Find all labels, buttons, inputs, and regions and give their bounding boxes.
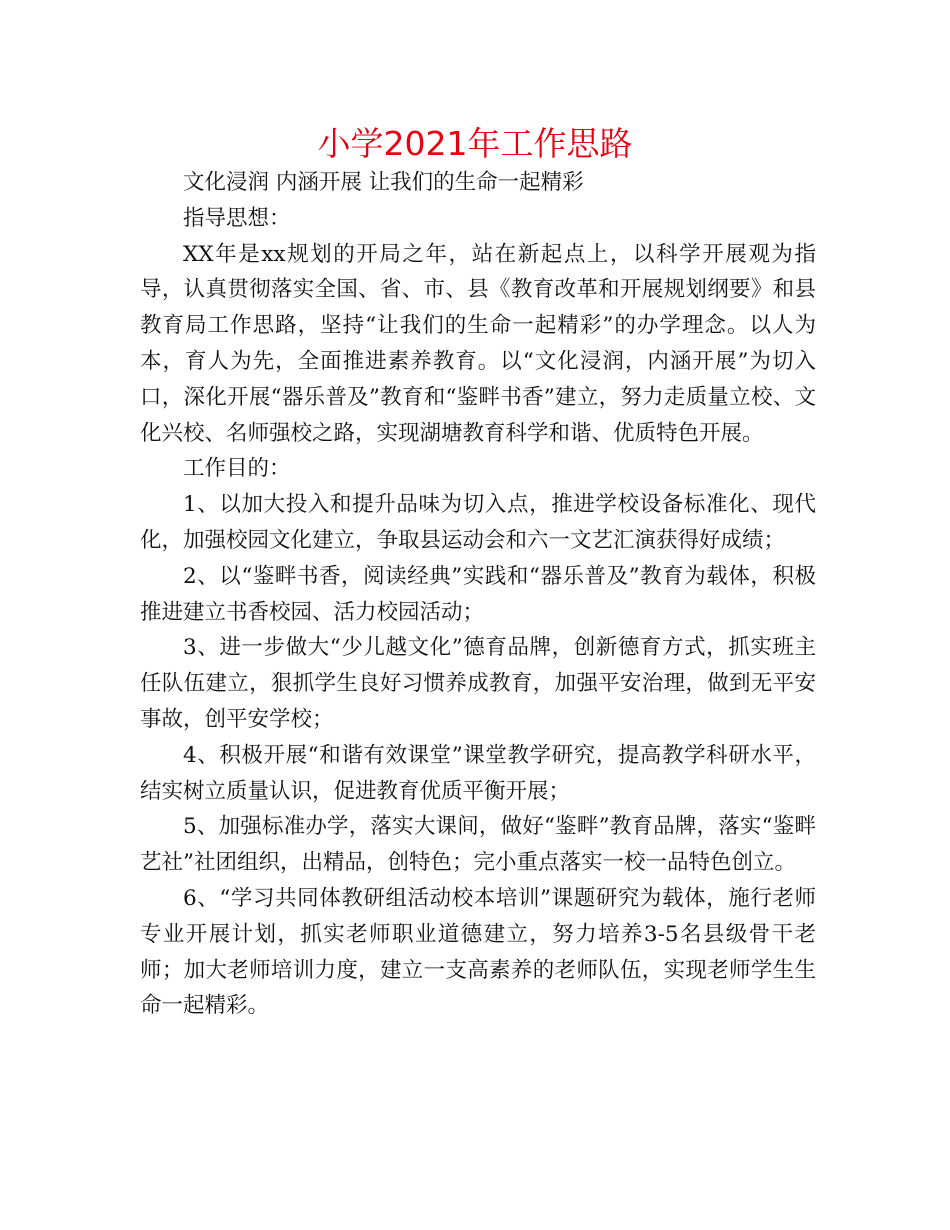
goal-item: 6、“学习共同体教研组活动校本培训”课题研究为载体，施行老师专业开展计划，抓实老师职业道德建立，努力培养3-5名县级骨干老师；加大老师培训力度，建立一支高素养的老师队伍，实现老师学生生命一起精彩。 <box>140 885 816 1019</box>
guiding-paragraph: XX年是xx规划的开局之年，站在新起点上，以科学开展观为指导，认真贯彻落实全国、省、市、县《教育改革和开展规划纲要》和县教育局工作思路，坚持“让我们的生命一起精彩”的办学理念。以人为本，育人为先，全面推进素养教育。以“文化浸润，内涵开展”为切入口，深化开展“器乐普及”教育和“鉴畔书香”建立，努力走质量立校、文化兴校、名师强校之路，实现湖塘教育科学和谐、优质特色开展。 <box>140 241 816 446</box>
goals-heading: 工作目的： <box>183 456 291 482</box>
guiding-heading: 指导思想： <box>183 205 291 231</box>
goal-item: 1、以加大投入和提升品味为切入点，推进学校设备标准化、现代化，加强校园文化建立，争取县运动会和六一文艺汇演获得好成绩； <box>140 492 816 553</box>
goal-item: 3、进一步做大“少儿越文化”德育品牌，创新德育方式，抓实班主任队伍建立，狠抓学生良好习惯养成教育，加强平安治理，做到无平安事故，创平安学校； <box>140 635 816 732</box>
document-body <box>140 165 816 1024</box>
goal-item: 5、加强标准办学，落实大课间，做好“鉴畔”教育品牌，落实“鉴畔艺社”社团组织，出精品，创特色；完小重点落实一校一品特色创立。 <box>140 814 816 876</box>
document-title: 小学2021年工作思路 <box>317 124 633 163</box>
goal-item: 2、以“鉴畔书香，阅读经典”实践和“器乐普及”教育为载体，积极推进建立书香校园、活力校园活动； <box>140 563 816 625</box>
subtitle: 文化浸润 内涵开展 让我们的生命一起精彩 <box>183 170 584 195</box>
goal-item: 4、积极开展“和谐有效课堂”课堂教学研究，提高教学科研水平，结实树立质量认识，促进教育优质平衡开展； <box>140 742 816 804</box>
